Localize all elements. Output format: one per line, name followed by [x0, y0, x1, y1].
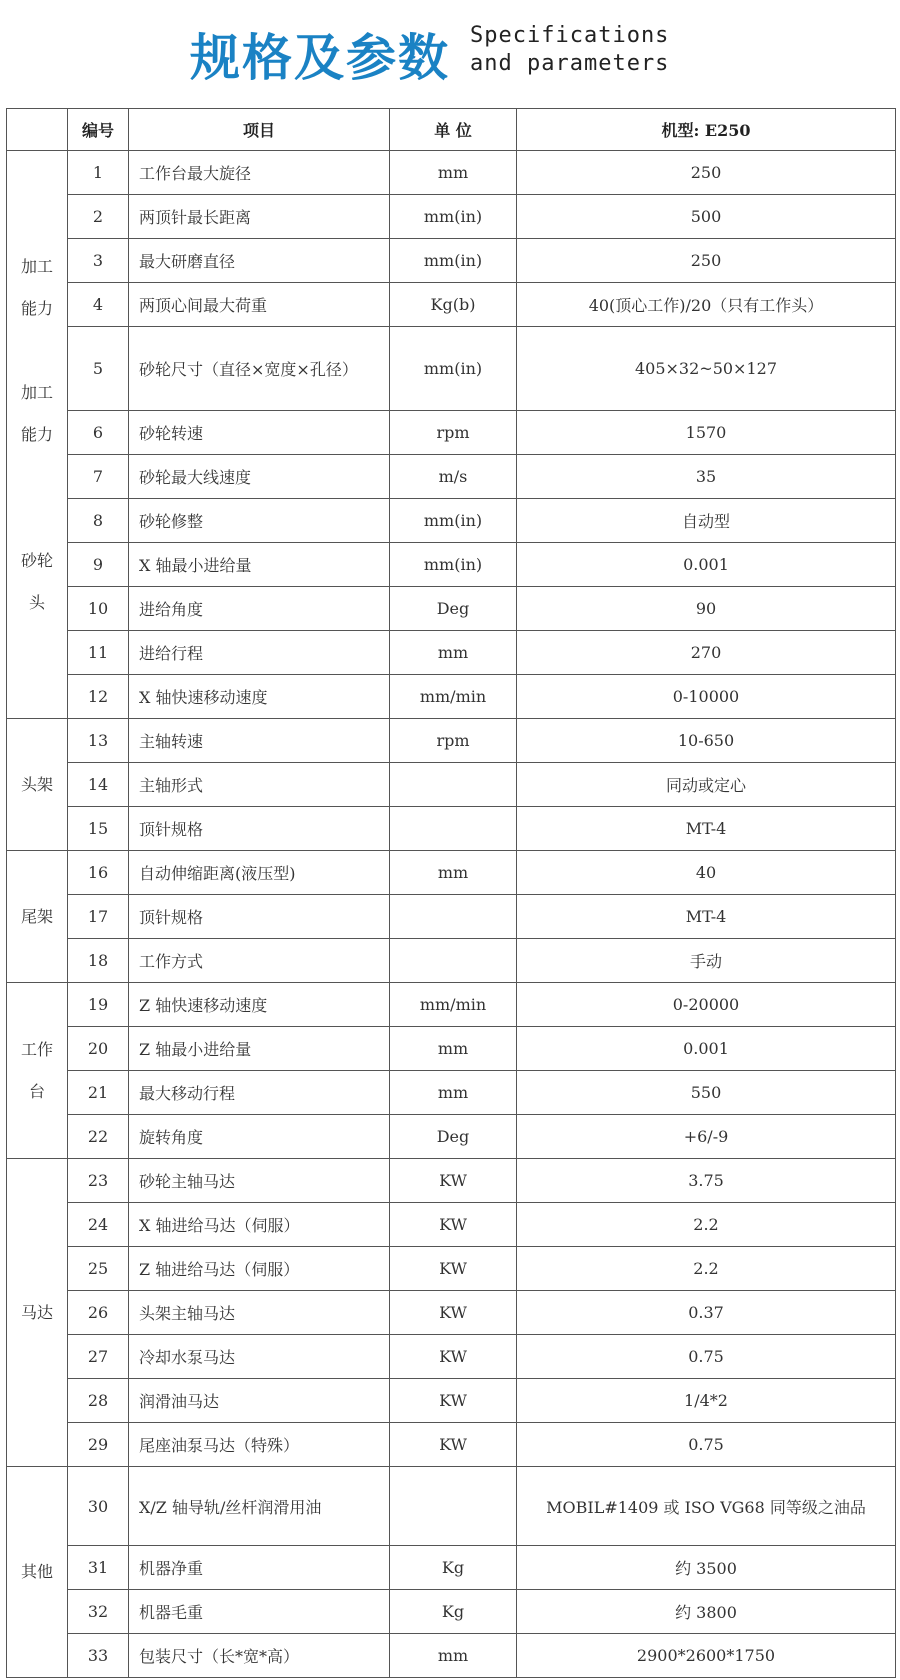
table-row [7, 763, 896, 807]
row-number: 2 [68, 195, 129, 239]
row-value: 250 [517, 151, 896, 195]
row-unit: KW [390, 1247, 517, 1291]
row-number: 7 [68, 455, 129, 499]
category-cell [7, 983, 68, 1159]
row-value: 270 [517, 631, 896, 675]
row-unit: mm [390, 851, 517, 895]
row-unit: KW [390, 1423, 517, 1467]
row-unit: mm(in) [390, 239, 517, 283]
page-title: 规格及参数 [190, 28, 450, 87]
row-item: 主轴形式 [129, 763, 390, 807]
row-item: 尾座油泵马达（特殊） [129, 1423, 390, 1467]
row-unit: mm [390, 1071, 517, 1115]
row-item: X 轴进给马达（伺服） [129, 1203, 390, 1247]
row-value: 1/4*2 [517, 1379, 896, 1423]
row-unit [390, 895, 517, 939]
table-row [7, 1203, 896, 1247]
category-cell [7, 1159, 68, 1467]
row-value: 10-650 [517, 719, 896, 763]
category-cell [7, 1467, 68, 1678]
table-row [7, 411, 896, 455]
row-number: 18 [68, 939, 129, 983]
row-item: 包装尺寸（长*宽*高） [129, 1634, 390, 1678]
row-item: 砂轮转速 [129, 411, 390, 455]
row-number: 10 [68, 587, 129, 631]
table-row [7, 895, 896, 939]
table-row [7, 675, 896, 719]
category-label: 砂轮 [20, 550, 53, 570]
category-label: 马达 [20, 1302, 53, 1322]
category-label [7, 498, 67, 540]
category-label: 工作 [20, 1039, 53, 1059]
row-item: 砂轮最大线速度 [129, 455, 390, 499]
row-number: 31 [68, 1546, 129, 1590]
row-item: 砂轮主轴马达 [129, 1159, 390, 1203]
row-value: 1570 [517, 411, 896, 455]
table-row [7, 1247, 896, 1291]
row-unit: Kg [390, 1590, 517, 1634]
row-item: 顶针规格 [129, 807, 390, 851]
row-unit: mm/min [390, 983, 517, 1027]
row-value: 自动型 [517, 499, 896, 543]
row-value: 40(顶心工作)/20（只有工作头） [517, 283, 896, 327]
table-row [7, 283, 896, 327]
row-unit [390, 807, 517, 851]
row-unit: m/s [390, 455, 517, 499]
subtitle-line-1: Specifications [470, 23, 670, 48]
table-row [7, 543, 896, 587]
table-row [7, 1291, 896, 1335]
category-cell [7, 151, 68, 719]
row-item: 进给角度 [129, 587, 390, 631]
table-row [7, 807, 896, 851]
row-unit: Deg [390, 1115, 517, 1159]
row-value: 250 [517, 239, 896, 283]
table-row [7, 1590, 896, 1634]
category-cell [7, 851, 68, 983]
table-row [7, 455, 896, 499]
row-value: 90 [517, 587, 896, 631]
category-label: 加工 [20, 256, 53, 276]
col-header-item: 项目 [129, 109, 390, 151]
category-label: 头架 [20, 774, 53, 794]
row-unit [390, 939, 517, 983]
row-number: 5 [68, 327, 129, 411]
row-item: 两顶针最长距离 [129, 195, 390, 239]
category-label: 加工 [20, 382, 53, 402]
row-unit: rpm [390, 411, 517, 455]
row-value: 同动或定心 [517, 763, 896, 807]
row-item: 工作方式 [129, 939, 390, 983]
table-row [7, 1071, 896, 1115]
row-item: 砂轮尺寸（直径×宽度×孔径） [129, 327, 390, 411]
row-item: 自动伸缩距离(液压型) [129, 851, 390, 895]
row-value: 0.37 [517, 1291, 896, 1335]
row-item: X/Z 轴导轨/丝杆润滑用油 [129, 1467, 390, 1546]
row-value: 405×32~50×127 [517, 327, 896, 411]
row-item: 头架主轴马达 [129, 1291, 390, 1335]
row-number: 25 [68, 1247, 129, 1291]
table-row [7, 1335, 896, 1379]
row-value: 0.001 [517, 1027, 896, 1071]
table-row [7, 1115, 896, 1159]
row-item: Z 轴快速移动速度 [129, 983, 390, 1027]
row-unit: KW [390, 1335, 517, 1379]
category-cell [7, 719, 68, 851]
row-number: 8 [68, 499, 129, 543]
row-item: 进给行程 [129, 631, 390, 675]
row-unit [390, 763, 517, 807]
row-value: 手动 [517, 939, 896, 983]
row-value: 2.2 [517, 1203, 896, 1247]
row-number: 13 [68, 719, 129, 763]
row-unit: mm [390, 1027, 517, 1071]
table-row [7, 1634, 896, 1678]
category-label [7, 330, 67, 372]
row-unit: Kg [390, 1546, 517, 1590]
row-number: 29 [68, 1423, 129, 1467]
row-number: 12 [68, 675, 129, 719]
row-unit: mm(in) [390, 195, 517, 239]
row-value: MOBIL#1409 或 ISO VG68 同等级之油品 [517, 1467, 896, 1546]
row-unit [390, 1467, 517, 1546]
row-number: 9 [68, 543, 129, 587]
row-number: 30 [68, 1467, 129, 1546]
row-unit: Kg(b) [390, 283, 517, 327]
table-row [7, 1379, 896, 1423]
row-unit: mm(in) [390, 499, 517, 543]
row-item: 两顶心间最大荷重 [129, 283, 390, 327]
row-value: 2900*2600*1750 [517, 1634, 896, 1678]
table-row [7, 327, 896, 411]
row-number: 19 [68, 983, 129, 1027]
table-row [7, 939, 896, 983]
row-value: 0-10000 [517, 675, 896, 719]
row-value: 0-20000 [517, 983, 896, 1027]
table-row [7, 1423, 896, 1467]
table-row [7, 499, 896, 543]
row-item: 主轴转速 [129, 719, 390, 763]
row-value: 3.75 [517, 1159, 896, 1203]
row-item: X 轴快速移动速度 [129, 675, 390, 719]
row-number: 14 [68, 763, 129, 807]
page-header [0, 0, 900, 100]
row-item: 旋转角度 [129, 1115, 390, 1159]
row-item: 砂轮修整 [129, 499, 390, 543]
row-number: 27 [68, 1335, 129, 1379]
row-unit: mm(in) [390, 543, 517, 587]
row-number: 33 [68, 1634, 129, 1678]
row-number: 28 [68, 1379, 129, 1423]
row-item: 工作台最大旋径 [129, 151, 390, 195]
row-item: X 轴最小进给量 [129, 543, 390, 587]
row-number: 32 [68, 1590, 129, 1634]
row-value: 550 [517, 1071, 896, 1115]
row-item: 最大研磨直径 [129, 239, 390, 283]
col-header-number: 编号 [68, 109, 129, 151]
row-item: 顶针规格 [129, 895, 390, 939]
row-unit: rpm [390, 719, 517, 763]
row-value: 35 [517, 455, 896, 499]
table-row [7, 631, 896, 675]
col-header-model: 机型: E250 [517, 109, 896, 151]
row-value: 500 [517, 195, 896, 239]
row-item: Z 轴进给马达（伺服） [129, 1247, 390, 1291]
row-item: Z 轴最小进给量 [129, 1027, 390, 1071]
category-label: 能力 [20, 424, 53, 444]
table-row [7, 587, 896, 631]
table-row [7, 1467, 896, 1546]
row-number: 26 [68, 1291, 129, 1335]
row-value: 0.001 [517, 543, 896, 587]
row-unit: KW [390, 1203, 517, 1247]
table-header-row [7, 109, 896, 151]
row-unit: KW [390, 1379, 517, 1423]
row-number: 24 [68, 1203, 129, 1247]
subtitle-line-2: and parameters [470, 51, 670, 76]
row-value: MT-4 [517, 807, 896, 851]
table-row [7, 983, 896, 1027]
row-unit: mm [390, 631, 517, 675]
category-label: 尾架 [20, 906, 53, 926]
row-value: 约 3500 [517, 1546, 896, 1590]
table-row [7, 719, 896, 763]
row-unit: mm [390, 151, 517, 195]
row-unit: mm [390, 1634, 517, 1678]
row-value: 0.75 [517, 1423, 896, 1467]
row-number: 22 [68, 1115, 129, 1159]
row-number: 11 [68, 631, 129, 675]
row-number: 16 [68, 851, 129, 895]
category-label: 其他 [20, 1562, 53, 1581]
row-value: 2.2 [517, 1247, 896, 1291]
row-value: 0.75 [517, 1335, 896, 1379]
spec-table [6, 108, 896, 1678]
row-value: +6/-9 [517, 1115, 896, 1159]
category-label [7, 456, 67, 498]
category-label: 台 [28, 1081, 45, 1101]
row-number: 3 [68, 239, 129, 283]
row-number: 17 [68, 895, 129, 939]
row-unit: KW [390, 1291, 517, 1335]
row-unit: KW [390, 1159, 517, 1203]
row-item: 最大移动行程 [129, 1071, 390, 1115]
row-unit: Deg [390, 587, 517, 631]
table-row [7, 1027, 896, 1071]
row-unit: mm/min [390, 675, 517, 719]
row-number: 1 [68, 151, 129, 195]
row-value: 约 3800 [517, 1590, 896, 1634]
row-number: 20 [68, 1027, 129, 1071]
row-number: 23 [68, 1159, 129, 1203]
row-item: 机器毛重 [129, 1590, 390, 1634]
col-header-category [7, 109, 68, 151]
row-item: 冷却水泵马达 [129, 1335, 390, 1379]
category-label: 头 [28, 592, 45, 612]
row-unit: mm(in) [390, 327, 517, 411]
row-number: 21 [68, 1071, 129, 1115]
table-row [7, 195, 896, 239]
table-row [7, 1159, 896, 1203]
table-row [7, 851, 896, 895]
row-item: 润滑油马达 [129, 1379, 390, 1423]
row-number: 15 [68, 807, 129, 851]
page-subtitle [470, 22, 669, 78]
table-row [7, 151, 896, 195]
table-body [7, 151, 896, 1678]
col-header-unit: 单 位 [390, 109, 517, 151]
category-label: 能力 [20, 298, 53, 318]
row-number: 6 [68, 411, 129, 455]
row-value: MT-4 [517, 895, 896, 939]
row-number: 4 [68, 283, 129, 327]
row-value: 40 [517, 851, 896, 895]
row-item: 机器净重 [129, 1546, 390, 1590]
table-row [7, 1546, 896, 1590]
table-row [7, 239, 896, 283]
